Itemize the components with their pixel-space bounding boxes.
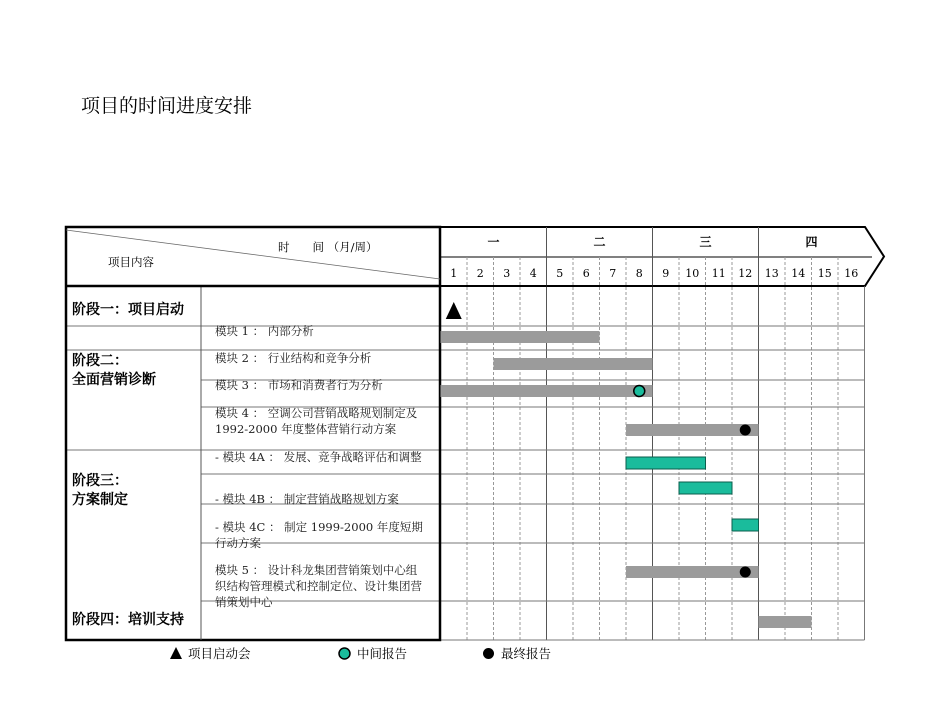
triangle-icon [170, 647, 182, 659]
task-bar [441, 385, 653, 397]
task-bar [626, 457, 706, 469]
week-label: 15 [817, 267, 832, 280]
legend-final-label: 最终报告 [501, 646, 552, 661]
week-label: 8 [635, 267, 643, 280]
task-bar [759, 616, 812, 628]
task-label: 模块 2 ： 行业结构和竞争分析 [215, 351, 372, 365]
week-label: 14 [791, 267, 806, 280]
month-label: 一 [487, 235, 500, 249]
task-label: - 模块 4B ： 制定营销战略规划方案 [215, 492, 399, 506]
month-label: 四 [805, 235, 818, 249]
week-label: 7 [609, 267, 617, 280]
corner-left-label: 项目内容 [108, 255, 154, 269]
interim-report-marker [634, 386, 645, 397]
legend-interim [338, 644, 407, 662]
task-bar [679, 482, 732, 494]
week-label: 11 [711, 267, 726, 280]
circle-teal-icon [338, 647, 351, 660]
legend-final [482, 644, 551, 662]
task-bar [494, 358, 653, 370]
week-label: 12 [738, 267, 753, 280]
task-label: 模块 5 ： 设计科龙集团营销策划中心组织结构管理模式和控制定位、设计集团营销策划中心 [215, 563, 422, 609]
page-title: 项目的时间进度安排 [81, 95, 253, 117]
week-label: 6 [582, 267, 590, 280]
task-label: 模块 4 ： 空调公司营销战略规划制定及 1992-2000 年度整体营销行动方案 [215, 406, 418, 436]
phase-label: 阶段二： 全面营销诊断 [72, 353, 156, 388]
phase-label: 阶段四：培训支持 [72, 612, 184, 628]
task-bar [441, 331, 600, 343]
task-label: 模块 3 ： 市场和消费者行为分析 [215, 378, 383, 392]
week-label: 10 [685, 267, 700, 280]
week-label: 16 [844, 267, 859, 280]
circle-black-icon [482, 647, 495, 660]
task-bar [626, 424, 759, 436]
phase-label: 阶段三： 方案制定 [72, 473, 128, 508]
task-bar [732, 519, 759, 531]
week-label: 5 [556, 267, 564, 280]
legend-kickoff-label: 项目启动会 [188, 646, 251, 661]
task-label: - 模块 4C ： 制定 1999-2000 年度短期行动方案 [215, 520, 423, 550]
legend-interim-label: 中间报告 [357, 646, 408, 661]
task-label: - 模块 4A ： 发展、竞争战略评估和调整 [215, 450, 422, 464]
final-report-marker [740, 425, 751, 436]
corner-right-label: 时 间 （月/周） [278, 240, 378, 254]
kickoff-marker [446, 302, 462, 319]
week-label: 13 [764, 267, 779, 280]
week-label: 2 [476, 267, 484, 280]
week-label: 9 [662, 267, 670, 280]
legend-kickoff [170, 644, 251, 662]
final-report-marker [740, 567, 751, 578]
month-label: 二 [593, 235, 606, 249]
task-bar [626, 566, 759, 578]
week-label: 1 [450, 267, 458, 280]
week-label: 3 [503, 267, 511, 280]
task-label: 模块 1 ： 内部分析 [215, 324, 314, 338]
week-label: 4 [529, 267, 537, 280]
month-label: 三 [699, 235, 712, 249]
phase-label: 阶段一：项目启动 [72, 302, 184, 318]
